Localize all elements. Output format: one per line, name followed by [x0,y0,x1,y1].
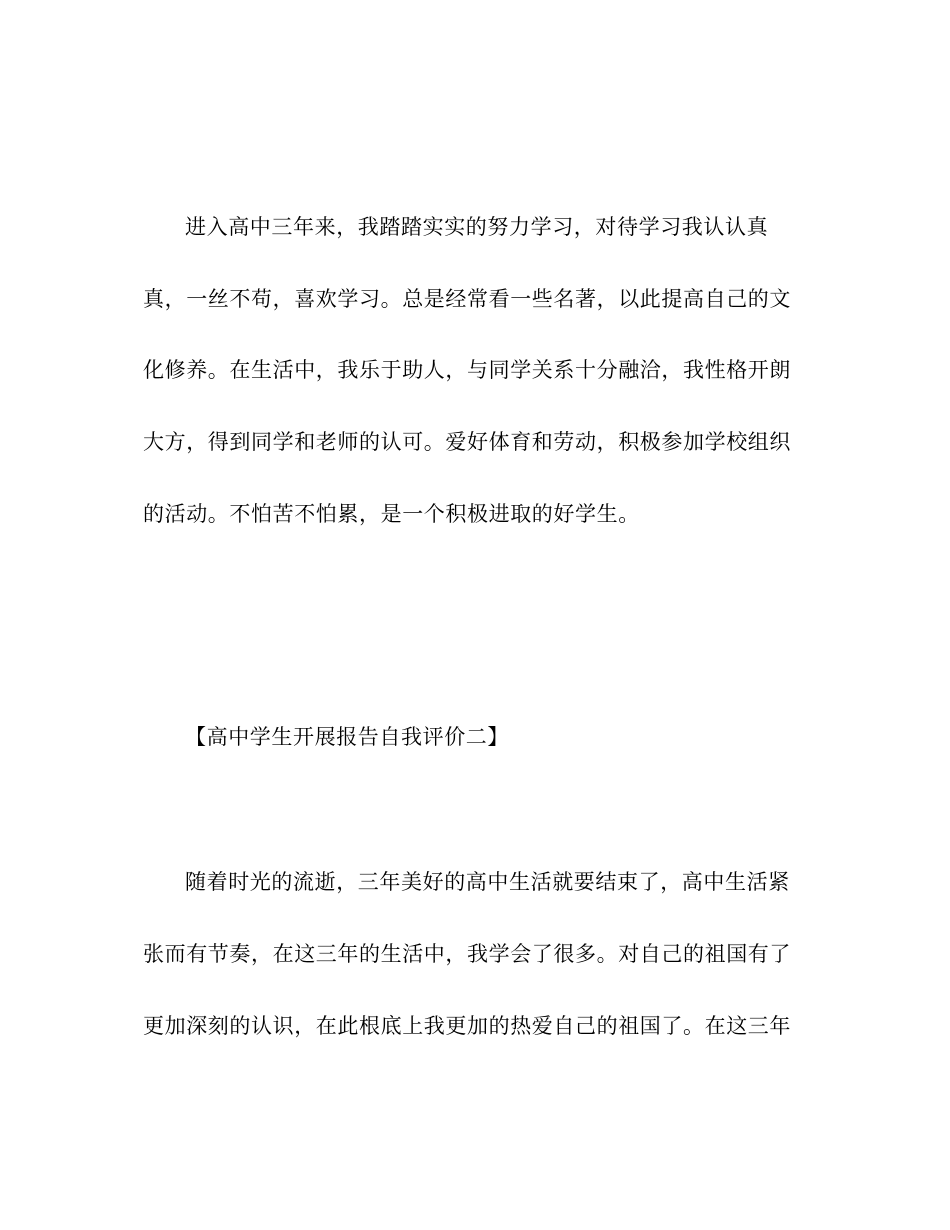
section-heading: 【高中学生开展报告自我评价二】 [185,725,509,749]
paragraph-1-line-4: 大方，得到同学和老师的认可。爱好体育和劳动，积极参加学校组织 [143,430,791,454]
paragraph-1-line-3: 化修养。在生活中，我乐于助人，与同学关系十分融洽，我性格开朗 [143,358,791,382]
paragraph-1-line-2: 真，一丝不苟，喜欢学习。总是经常看一些名著，以此提高自己的文 [143,287,791,311]
paragraph-2-line-3: 更加深刻的认识，在此根底上我更加的热爱自己的祖国了。在这三年 [143,1014,791,1038]
paragraph-2-line-2: 张而有节奏，在这三年的生活中，我学会了很多。对自己的祖国有了 [143,942,791,966]
paragraph-2-line-1: 随着时光的流逝，三年美好的高中生活就要结束了，高中生活紧 [185,870,790,894]
paragraph-1-line-1: 进入高中三年来，我踏踏实实的努力学习，对待学习我认认真 [185,215,769,239]
paragraph-1-line-5: 的活动。不怕苦不怕累，是一个积极进取的好学生。 [143,502,640,526]
